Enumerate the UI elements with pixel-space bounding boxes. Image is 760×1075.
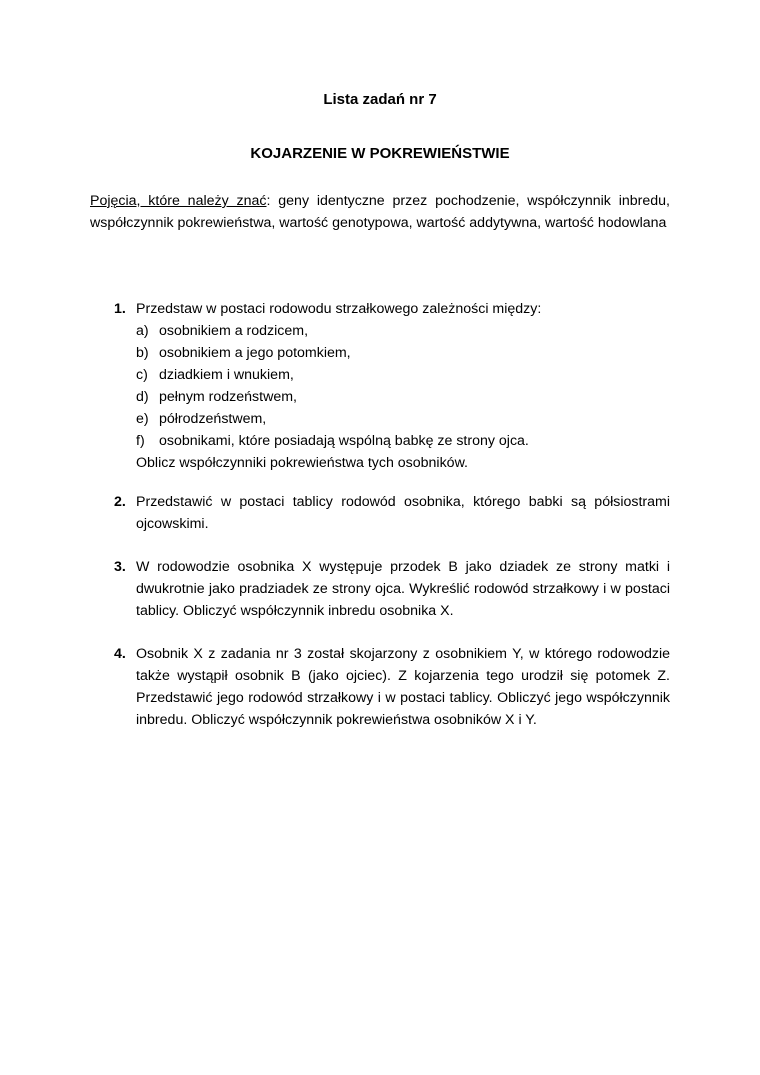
task-3 — [90, 556, 670, 622]
list-item — [136, 430, 670, 452]
task-outro: Oblicz współczynniki pokrewieństwa tych osobników. — [136, 455, 468, 471]
list-item — [136, 386, 670, 408]
list-item — [136, 408, 670, 430]
list-item-text: dziadkiem i wnukiem, — [159, 367, 294, 383]
list-item-letter: a) — [136, 323, 149, 339]
list-item-text: osobnikiem a rodzicem, — [159, 323, 309, 339]
task-text: W rodowodzie osobnika X występuje przodek B jako dziadek ze strony matki i dwukrotnie jako pradziadek ze strony ojca. Wykreślić rodowód strzałkowy i w postaci tablicy. Obliczyć współczynnik inbredu osobnika X. — [136, 559, 670, 619]
list-item-text: pełnym rodzeństwem, — [159, 389, 297, 405]
subitem-list — [136, 320, 670, 452]
document-title: Lista zadań nr 7 — [323, 91, 437, 108]
task-number: 2. — [114, 494, 126, 510]
list-item-letter: b) — [136, 345, 149, 361]
concepts-text: : geny identyczne przez pochodzenie, współczynnik inbredu, współczynnik pokrewieństwa, wartość genotypowa, wartość addytywna, wartość hodowlana — [90, 193, 670, 231]
concepts-paragraph — [90, 190, 670, 234]
task-1 — [90, 298, 670, 474]
list-item-text: półrodzeństwem, — [159, 411, 267, 427]
task-number: 1. — [114, 301, 126, 317]
list-item — [136, 342, 670, 364]
list-item-text: osobnikami, które posiadają wspólną babkę ze strony ojca. — [159, 433, 529, 449]
task-2 — [90, 491, 670, 535]
list-item-letter: c) — [136, 367, 148, 383]
list-item-letter: f) — [136, 433, 145, 449]
list-item — [136, 364, 670, 386]
list-item — [136, 320, 670, 342]
task-body — [136, 298, 670, 474]
task-4 — [90, 643, 670, 731]
task-text: Osobnik X z zadania nr 3 został skojarzony z osobnikiem Y, w którego rodowodzie także wystąpił osobnik B (jako ojciec). Z kojarzenia tego urodził się potomek Z. Przedstawić jego rodowód strzałkowy i w postaci tablicy. Obliczyć jego współczynnik inbredu. Obliczyć współczynnik pokrewieństwa osobników X i Y. — [136, 646, 670, 728]
task-text: Przedstawić w postaci tablicy rodowód osobnika, którego babki są półsiostrami ojcowskimi. — [136, 494, 670, 532]
list-item-letter: e) — [136, 411, 149, 427]
task-number: 3. — [114, 559, 126, 575]
list-item-letter: d) — [136, 389, 149, 405]
list-item-text: osobnikiem a jego potomkiem, — [159, 345, 351, 361]
task-number: 4. — [114, 646, 126, 662]
task-intro: Przedstaw w postaci rodowodu strzałkowego zależności między: — [136, 301, 542, 317]
document-subtitle: KOJARZENIE W POKREWIEŃSTWIE — [250, 145, 510, 162]
concepts-label: Pojęcia, które należy znać — [90, 193, 267, 209]
